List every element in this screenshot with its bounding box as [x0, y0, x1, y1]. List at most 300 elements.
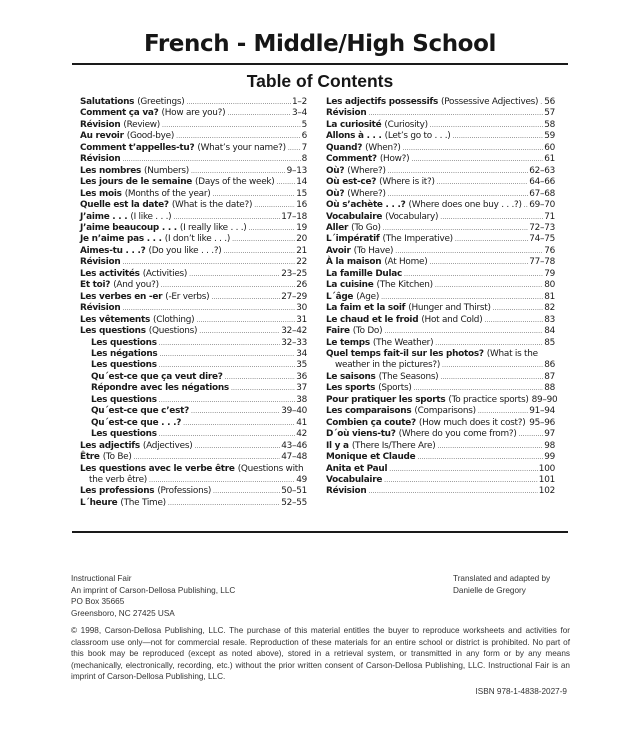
toc-english-title: (The Kitchen)	[376, 280, 433, 291]
toc-french-title: Au revoir	[80, 131, 124, 142]
toc-english-title: (Questions with	[237, 463, 304, 474]
toc-page-number: 57	[544, 108, 555, 119]
toc-entry	[326, 486, 555, 497]
toc-entry	[80, 108, 307, 119]
toc-french-title: Je n’aime pas . . .	[80, 234, 162, 245]
toc-page-number: 16	[296, 200, 307, 211]
toc-page-number: 32–42	[281, 326, 307, 337]
toc-french-title: Les questions	[91, 360, 157, 371]
dot-leader	[381, 292, 543, 303]
toc-page-number: 88	[544, 383, 555, 394]
publisher-info	[71, 573, 235, 619]
toc-page-number: 67–68	[529, 188, 555, 199]
toc-entry	[326, 349, 555, 372]
toc-french-title: Le chaud et le froid	[326, 314, 419, 325]
toc-french-title: J’aime . . .	[80, 211, 128, 222]
dot-leader	[404, 269, 543, 280]
dot-leader	[440, 372, 543, 383]
publisher-imprint: An imprint of Carson-Dellosa Publishing, LLC	[71, 585, 236, 595]
toc-page-number: 101	[538, 474, 555, 485]
toc-page-number: 84	[544, 326, 555, 337]
toc-page-number: 85	[544, 337, 555, 348]
toc-entry	[80, 200, 307, 211]
dot-leader	[159, 360, 295, 371]
toc-entry	[80, 177, 307, 188]
toc-page-number: 100	[538, 463, 555, 474]
translator-info	[453, 573, 550, 596]
toc-subentry	[80, 395, 307, 406]
toc-entry	[80, 441, 307, 452]
toc-english-title: (How are you?)	[161, 108, 226, 119]
toc-french-title: Quand?	[326, 142, 363, 153]
dot-leader	[122, 303, 295, 314]
toc-french-title: Les questions	[91, 337, 157, 348]
toc-french-title: Révision	[326, 108, 367, 119]
toc-page-number: 87	[544, 371, 555, 382]
toc-page-number: 102	[538, 486, 555, 497]
dot-leader	[417, 452, 543, 463]
toc-entry	[326, 338, 555, 349]
toc-entry	[80, 464, 307, 487]
toc-entry	[326, 383, 555, 394]
toc-entry	[326, 120, 555, 131]
toc-french-title: Le temps	[326, 337, 370, 348]
dot-leader	[435, 280, 543, 291]
toc-english-title: (What is the date?)	[171, 200, 253, 211]
dot-leader	[161, 280, 295, 291]
toc-english-title: (Where?)	[347, 188, 386, 199]
toc-entry	[80, 452, 307, 463]
toc-entry	[326, 315, 555, 326]
toc-subentry	[80, 372, 307, 383]
toc-english-title: (What is the	[486, 348, 538, 359]
toc-entry	[326, 326, 555, 337]
toc-page-number: 7	[301, 142, 307, 153]
toc-page-number: 83	[544, 314, 555, 325]
dot-leader	[403, 143, 544, 154]
toc-french-title: Les mois	[80, 188, 122, 199]
toc-french-title: La famille Dulac	[326, 268, 403, 279]
dot-leader	[484, 315, 543, 326]
toc-english-title: (The Imperative)	[382, 234, 453, 245]
toc-subentry	[80, 429, 307, 440]
toc-french-title: Révision	[80, 119, 121, 130]
toc-english-title: (There Is/There Are)	[351, 440, 436, 451]
toc-entry	[326, 246, 555, 257]
toc-entry	[80, 143, 307, 154]
toc-english-title: (Hunger and Thirst)	[408, 303, 491, 314]
dot-leader	[437, 441, 543, 452]
toc-french-title: Le saisons	[326, 371, 376, 382]
dot-leader	[225, 372, 296, 383]
dot-leader	[199, 326, 280, 337]
toc-english-title: (To Do)	[352, 326, 383, 337]
toc-english-title: (To Have)	[353, 245, 394, 256]
dot-leader	[134, 452, 281, 463]
toc-french-title: Les professions	[80, 486, 155, 497]
toc-entry	[80, 326, 307, 337]
dot-leader	[388, 189, 529, 200]
toc-french-title: Les nombres	[80, 165, 141, 176]
dot-leader	[159, 395, 295, 406]
toc-page-number: 34	[296, 348, 307, 359]
toc-entry	[80, 498, 307, 509]
toc-entry	[326, 452, 555, 463]
toc-french-title: Être	[80, 452, 100, 463]
toc-subentry	[80, 338, 307, 349]
toc-english-title: (What’s your name?)	[197, 142, 286, 153]
toc-entry	[326, 292, 555, 303]
toc-english-title: (Age)	[356, 291, 380, 302]
toc-page-number: 80	[544, 280, 555, 291]
toc-entry	[80, 269, 307, 280]
toc-french-title: À la maison	[326, 257, 382, 268]
toc-column-right	[326, 97, 558, 498]
toc-english-title: (How much does it cost?)	[418, 417, 526, 428]
footer-divider	[72, 531, 568, 533]
toc-entry	[80, 486, 307, 497]
toc-french-title: Anita et Paul	[326, 463, 388, 474]
dot-leader	[189, 269, 280, 280]
dot-leader	[527, 418, 528, 429]
toc-english-title: (And you?)	[113, 280, 159, 291]
toc-english-title: (To Go)	[351, 222, 381, 233]
dot-leader	[384, 475, 538, 486]
toc-entry	[80, 315, 307, 326]
dot-leader	[232, 234, 295, 245]
toc-entry	[326, 177, 555, 188]
toc-page-number: 60	[544, 142, 555, 153]
toc-entry	[326, 97, 555, 108]
toc-english-title: (The Seasons)	[378, 371, 439, 382]
toc-entry	[80, 303, 307, 314]
dot-leader	[519, 429, 544, 440]
toc-entry	[326, 166, 555, 177]
toc-french-title: Qu´est-ce que c’est?	[91, 406, 190, 417]
toc-page-number: 38	[296, 394, 307, 405]
toc-english-title: (Hot and Cold)	[421, 314, 483, 325]
dot-leader	[414, 383, 544, 394]
toc-page-number: 64–66	[529, 177, 555, 188]
toc-page-number: 71	[544, 211, 555, 222]
toc-french-title: Aimes-tu . . .?	[80, 245, 146, 256]
toc-page-number: 21	[296, 245, 307, 256]
dot-leader	[196, 315, 295, 326]
toc-french-title: Vocabulaire	[326, 474, 383, 485]
toc-french-title: Où est-ce?	[326, 177, 377, 188]
toc-entry	[326, 223, 555, 234]
toc-french-title: Où?	[326, 165, 345, 176]
toc-french-title: Les adjectifs possessifs	[326, 97, 439, 107]
toc-entry	[326, 280, 555, 291]
toc-english-title: (Clothing)	[152, 314, 195, 325]
dot-leader	[159, 338, 280, 349]
toc-entry	[326, 212, 555, 223]
toc-page-number: 23–25	[281, 268, 307, 279]
dot-leader	[176, 131, 301, 142]
toc-french-title: Avoir	[326, 245, 351, 256]
dot-leader	[168, 498, 280, 509]
dot-leader	[540, 97, 543, 108]
toc-page-number: 59	[544, 131, 555, 142]
toc-english-title-continued: weather in the pictures?)	[335, 360, 441, 371]
dot-leader	[191, 406, 280, 417]
toc-english-title: (Where?)	[347, 165, 386, 176]
publisher-name: Instructional Fair	[71, 574, 132, 583]
dot-leader	[288, 143, 301, 154]
toc-french-title: D´où viens-tu?	[326, 429, 396, 440]
dot-leader	[524, 200, 528, 211]
toc-page-number: 42	[296, 429, 307, 440]
toc-page-number: 27–29	[281, 291, 307, 302]
toc-english-title: (To Be)	[102, 452, 132, 463]
toc-page-number: 50–51	[281, 486, 307, 497]
toc-english-title: (How?)	[379, 154, 410, 165]
toc-entry	[326, 189, 555, 200]
toc-french-title: Et toi?	[80, 280, 111, 291]
dot-leader	[411, 154, 543, 165]
toc-entry	[326, 131, 555, 142]
toc-french-title: Les sports	[326, 383, 376, 394]
dot-leader	[159, 349, 295, 360]
toc-page-number: 35	[296, 360, 307, 371]
toc-french-title: J’aime beaucoup . . .	[80, 222, 177, 233]
toc-french-title: Qu´est-ce que ça veut dire?	[91, 371, 223, 382]
toc-english-title: (-Er verbs)	[165, 291, 210, 302]
isbn: ISBN 978-1-4838-2027-9	[475, 687, 567, 696]
toc-english-title: (Professions)	[157, 486, 212, 497]
dot-leader	[429, 257, 528, 268]
toc-english-title: (To practice sports)	[448, 394, 529, 405]
toc-subentry	[80, 360, 307, 371]
dot-leader	[455, 234, 528, 245]
toc-subentry	[80, 406, 307, 417]
toc-page-number: 15	[296, 188, 307, 199]
toc-page-number: 26	[296, 280, 307, 291]
dot-leader	[453, 131, 544, 142]
toc-entry	[80, 212, 307, 223]
toc-entry	[326, 406, 555, 417]
toc-french-title: Révision	[326, 486, 367, 497]
toc-page-number: 98	[544, 440, 555, 451]
dot-leader	[212, 189, 295, 200]
publisher-city: Greensboro, NC 27425 USA	[71, 608, 175, 618]
toc-french-title: Les vêtements	[80, 314, 150, 325]
toc-french-title: Les activités	[80, 268, 140, 279]
toc-english-title: (Numbers)	[144, 165, 189, 176]
toc-entry	[80, 97, 307, 108]
toc-page-number: 58	[544, 119, 555, 130]
toc-french-title: L´impératif	[326, 234, 380, 245]
toc-entry	[326, 475, 555, 486]
toc-french-title: Comment ça va?	[80, 108, 159, 119]
toc-french-title: Combien ça coute?	[326, 417, 416, 428]
toc-entry	[326, 441, 555, 452]
dot-leader	[368, 486, 537, 497]
toc-entry	[80, 154, 307, 165]
toc-page-number: 39–40	[281, 406, 307, 417]
toc-page-number: 5	[301, 119, 307, 130]
dot-leader	[435, 338, 543, 349]
toc-entry	[326, 154, 555, 165]
toc-page-number: 36	[296, 371, 307, 382]
toc-english-title: (Vocabulary)	[385, 211, 439, 222]
toc-french-title: Monique et Claude	[326, 452, 416, 463]
dot-leader	[173, 212, 280, 223]
dot-leader	[162, 120, 301, 131]
dot-leader	[211, 292, 280, 303]
dot-leader	[430, 120, 543, 131]
dot-leader	[442, 360, 543, 371]
toc-page-number: 31	[296, 314, 307, 325]
toc-entry	[326, 372, 555, 383]
toc-english-title: (Comparisons)	[414, 406, 476, 417]
toc-english-title: (I really like . . .)	[179, 222, 247, 233]
toc-french-title: Faire	[326, 326, 350, 337]
toc-page-number: 49	[296, 474, 307, 485]
toc-subentry	[80, 349, 307, 360]
toc-page-number: 9–13	[286, 165, 307, 176]
dot-leader	[159, 429, 295, 440]
toc-english-title: (Do you like . . .?)	[148, 245, 222, 256]
toc-page-number: 52–55	[281, 497, 307, 508]
toc-french-title: Allons à . . .	[326, 131, 382, 142]
toc-english-title-continued: the verb être)	[89, 474, 148, 485]
toc-column-left	[80, 97, 307, 509]
toc-french-title: Où s’achète . . .?	[326, 200, 406, 211]
toc-page-number: 86	[544, 360, 555, 371]
toc-english-title: (Questions)	[148, 326, 198, 337]
toc-french-title: Les questions avec le verbe être	[80, 463, 235, 474]
dot-leader	[389, 464, 538, 475]
toc-page-number: 97	[544, 429, 555, 440]
dot-leader	[388, 166, 529, 177]
dot-leader	[186, 97, 291, 108]
toc-entry	[326, 303, 555, 314]
toc-french-title: Qu´est-ce que . . .?	[91, 417, 182, 428]
toc-french-title: Les adjectifs	[80, 440, 140, 451]
toc-french-title: Les jours de le semaine	[80, 177, 193, 188]
dot-leader	[493, 303, 544, 314]
translator-name: Danielle de Gregory	[453, 585, 526, 595]
toc-page-number: 91–94	[529, 406, 555, 417]
toc-page-number: 43–46	[281, 440, 307, 451]
toc-page-number: 19	[296, 222, 307, 233]
toc-english-title: (Adjectives)	[142, 440, 193, 451]
page-title: French - Middle/High School	[144, 31, 496, 57]
toc-french-title: Les comparaisons	[326, 406, 412, 417]
dot-leader	[478, 406, 528, 417]
toc-english-title: (Let’s go to . . .)	[384, 131, 451, 142]
toc-english-title: (Greetings)	[137, 97, 185, 107]
dot-leader	[122, 257, 295, 268]
toc-french-title: Répondre avec les négations	[91, 383, 229, 394]
toc-entry	[80, 292, 307, 303]
dot-leader	[122, 154, 300, 165]
toc-entry	[326, 418, 555, 429]
dot-leader	[384, 326, 543, 337]
toc-french-title: L´âge	[326, 291, 354, 302]
dot-leader	[383, 223, 528, 234]
toc-english-title: (The Time)	[120, 497, 166, 508]
toc-entry	[80, 120, 307, 131]
toc-french-title: Aller	[326, 222, 349, 233]
toc-entry	[80, 257, 307, 268]
dot-leader	[440, 212, 543, 223]
toc-page-number: 95–96	[529, 417, 555, 428]
dot-leader	[231, 383, 295, 394]
toc-french-title: Révision	[80, 303, 121, 314]
dot-leader	[213, 486, 280, 497]
toc-english-title: (Curiosity)	[384, 119, 428, 130]
toc-page-number: 72–73	[529, 222, 555, 233]
toc-page-number: 37	[296, 383, 307, 394]
toc-entry	[80, 223, 307, 234]
toc-entry	[80, 166, 307, 177]
toc-english-title: (Activities)	[142, 268, 188, 279]
toc-french-title: Révision	[80, 257, 121, 268]
toc-french-title: Pour pratiquer les sports	[326, 394, 446, 405]
toc-entry	[326, 269, 555, 280]
toc-english-title: (Possessive Adjectives)	[441, 97, 539, 107]
toc-entry	[80, 131, 307, 142]
toc-page-number: 81	[544, 291, 555, 302]
toc-french-title: Les négations	[91, 348, 158, 359]
toc-french-title: Les questions	[91, 394, 157, 405]
toc-english-title: (Where is it?)	[379, 177, 435, 188]
dot-leader	[395, 246, 543, 257]
dot-leader	[194, 441, 280, 452]
toc-entry	[80, 280, 307, 291]
toc-french-title: Quel temps fait-il sur les photos?	[326, 348, 484, 359]
toc-page-number: 17–18	[281, 211, 307, 222]
toc-french-title: Les questions	[91, 429, 157, 440]
dot-leader	[368, 108, 543, 119]
title-divider	[72, 63, 568, 65]
toc-entry	[326, 394, 558, 406]
toc-french-title: Révision	[80, 154, 121, 165]
toc-subentry	[80, 418, 307, 429]
toc-french-title: Vocabulaire	[326, 211, 383, 222]
toc-french-title: Comment?	[326, 154, 377, 165]
toc-entry	[326, 200, 555, 211]
toc-english-title: (At Home)	[384, 257, 428, 268]
copyright-notice: © 1998, Carson-Dellosa Publishing, LLC. The purchase of this material entitles the buyer to reproduce worksheets and activities for classroom use only—not for commercial resale. Reproduction of these materials for an entire school or district is prohibited. No part of this book may be reproduced (except as noted above), stored in a retrieval system, or transmitted in any form or by any means (mechanically, electronically, recording, etc.) without the prior written consent of Carson-Dellosa Publishing, LLC. Instructional Fair is an imprint of Carson-Dellosa Publishing, LLC.	[71, 626, 570, 682]
toc-page-number: 79	[544, 268, 555, 279]
dot-leader	[437, 177, 529, 188]
toc-subentry	[80, 383, 307, 394]
toc-page-number: 22	[296, 257, 307, 268]
toc-page-number: 14	[296, 177, 307, 188]
toc-french-title: La cuisine	[326, 280, 374, 291]
toc-entry	[326, 143, 555, 154]
toc-english-title: (I like . . .)	[130, 211, 172, 222]
toc-entry	[80, 234, 307, 245]
toc-page-number: 30	[296, 303, 307, 314]
toc-page-number: 32–33	[281, 337, 307, 348]
toc-page-number: 76	[544, 245, 555, 256]
toc-english-title: (Days of the week)	[195, 177, 275, 188]
toc-french-title: Les questions	[80, 326, 146, 337]
dot-leader	[183, 418, 295, 429]
toc-page-number: 89–90	[531, 394, 558, 405]
toc-entry	[80, 246, 307, 257]
toc-entry	[80, 189, 307, 200]
toc-page-number: 62–63	[529, 165, 555, 176]
toc-page-number: 6	[301, 131, 307, 142]
toc-page-number: 20	[296, 234, 307, 245]
toc-english-title: (I don’t like . . .)	[164, 234, 231, 245]
